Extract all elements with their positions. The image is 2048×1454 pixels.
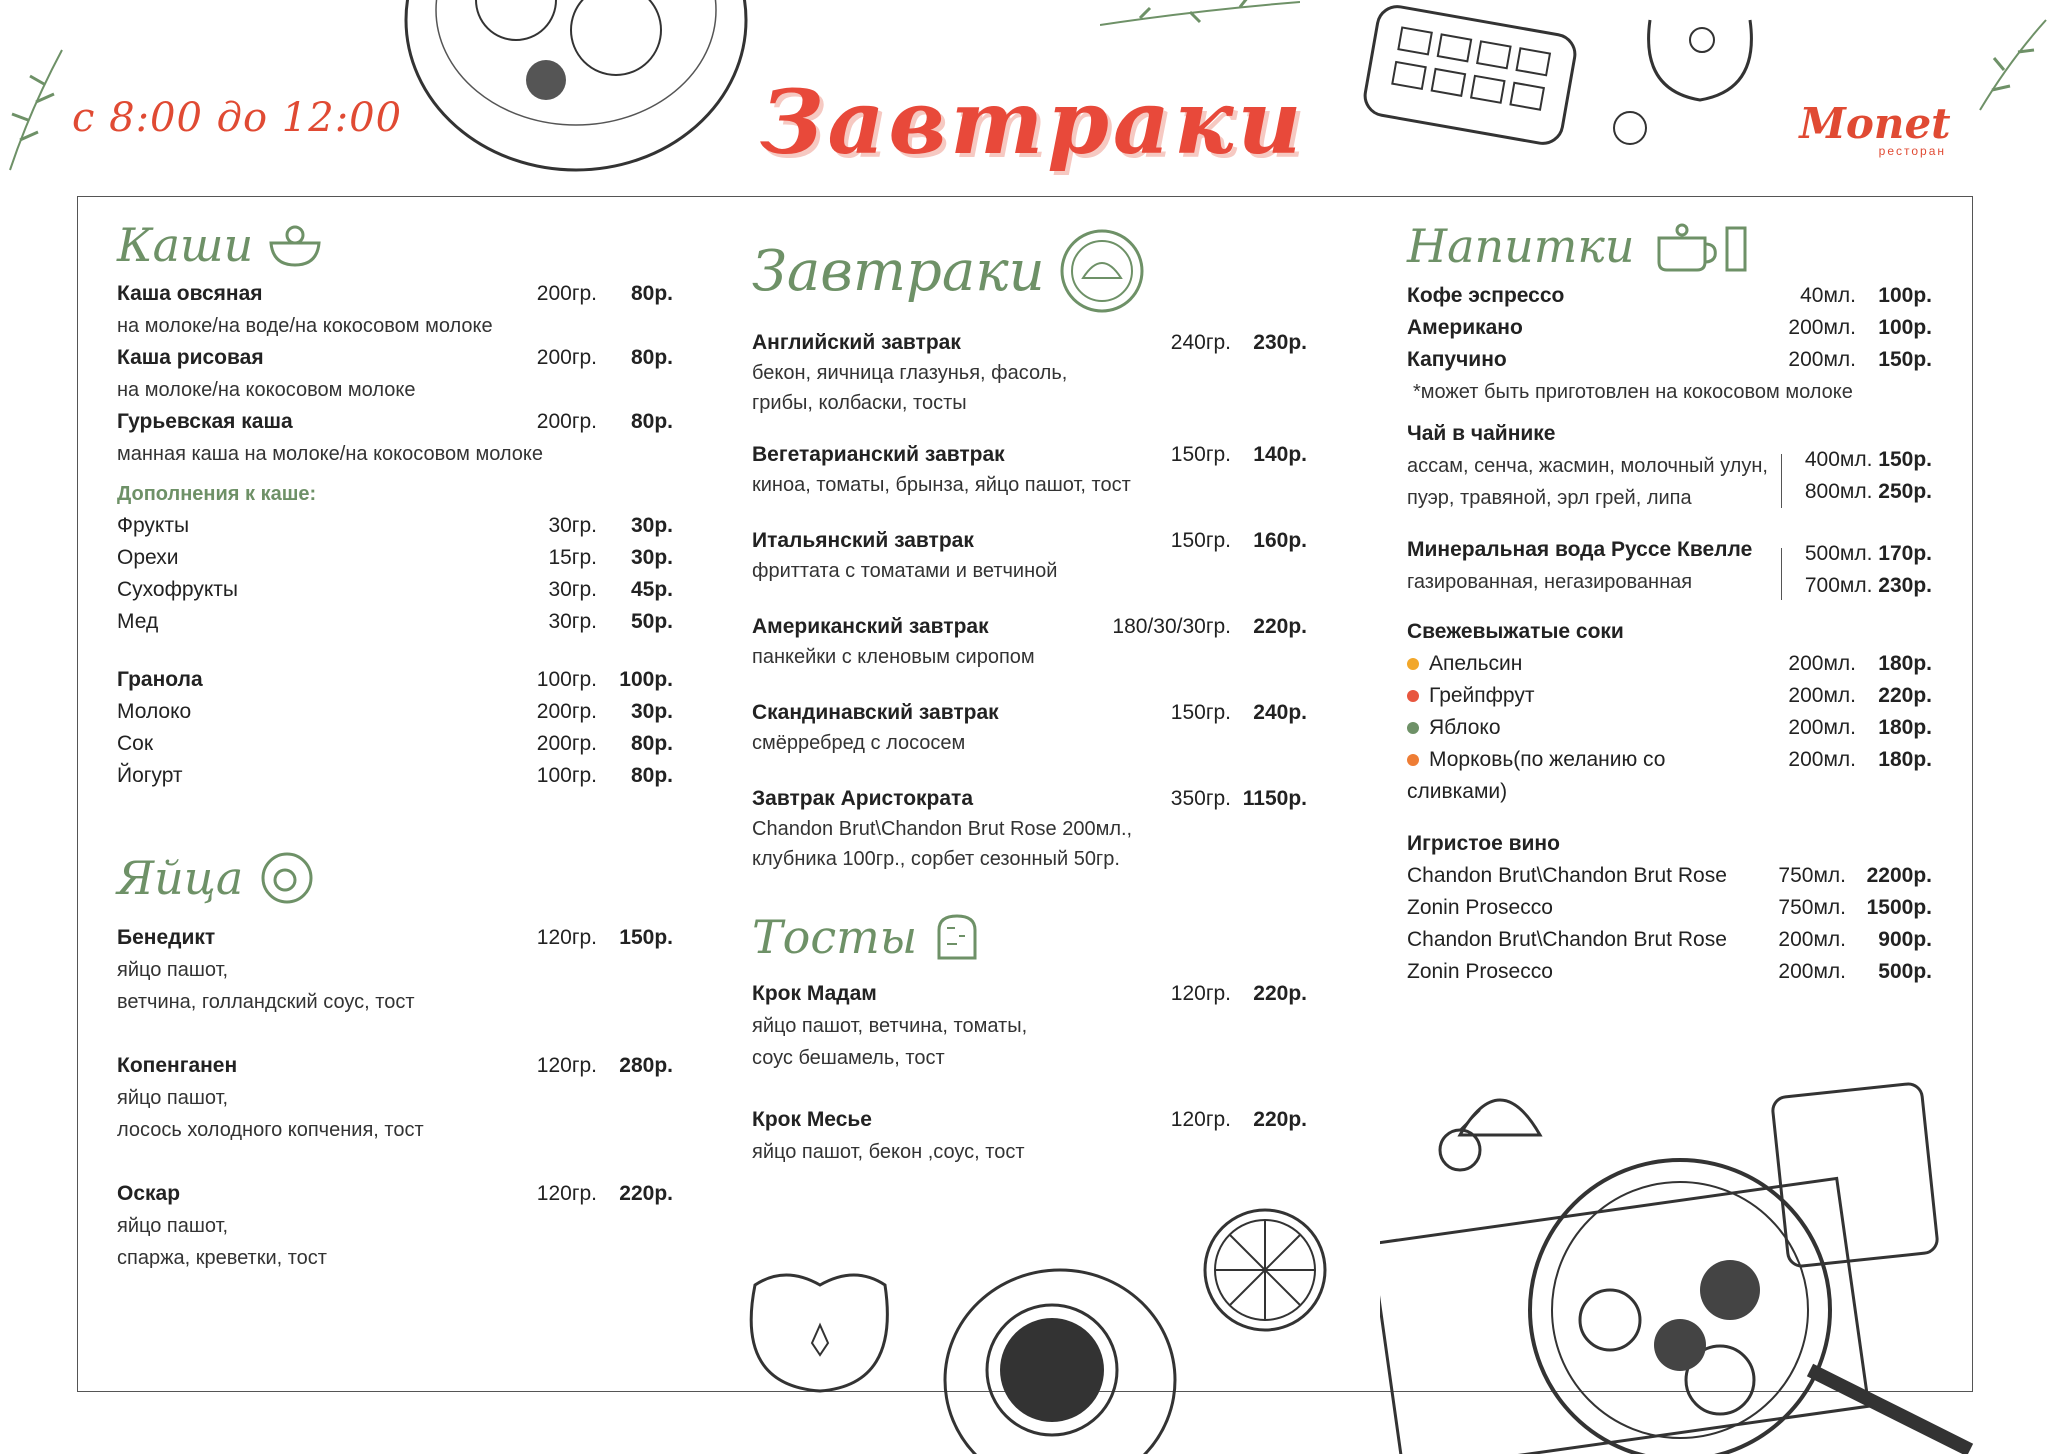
drinks-title: Напитки <box>1407 219 1635 273</box>
fruit-dot-icon <box>1407 658 1419 670</box>
menu-item-row <box>752 328 1307 358</box>
item-name: Крок Мадам <box>752 982 877 1005</box>
breakfast-dish <box>752 328 1307 418</box>
item-weight: 200мл. <box>1788 748 1856 771</box>
item-name: Молоко <box>117 700 192 723</box>
item-name-wrap <box>1407 744 1756 808</box>
menu-item-row <box>1407 344 1932 376</box>
teapot-icon <box>1649 218 1749 274</box>
item-price: 1500р. <box>1866 896 1932 919</box>
item-weight: 120гр. <box>1170 982 1231 1005</box>
item-weight: 120гр. <box>536 926 597 949</box>
egg-dish <box>117 1050 673 1146</box>
toast-dish <box>752 1104 1307 1168</box>
item-weight: 200гр. <box>536 346 597 369</box>
water-price: 230р. <box>1878 574 1932 597</box>
item-price: 280р. <box>619 1054 673 1077</box>
item-name: Английский завтрак <box>752 331 961 354</box>
item-weight: 15гр. <box>548 546 597 569</box>
menu-item-row <box>117 406 673 438</box>
menu-item-row <box>1407 280 1932 312</box>
tea-price: 150р. <box>1878 448 1932 471</box>
item-name: Мед <box>117 610 159 633</box>
item-description: фриттата с томатами и ветчиной <box>752 560 1058 582</box>
item-price: 80р. <box>630 732 673 755</box>
item-weight: 750мл. <box>1778 864 1846 887</box>
item-name: Капучино <box>1407 348 1507 371</box>
tea-desc: пуэр, травяной, эрл грей, липа <box>1407 487 1692 509</box>
menu-item-row <box>1407 744 1932 808</box>
tomato-slice-illustration <box>1455 1085 1545 1145</box>
water-name: Минеральная вода Руссе Квелле <box>1407 538 1753 561</box>
fruit-dot-icon <box>1407 722 1419 734</box>
item-description: соус бешамель, тост <box>752 1047 945 1069</box>
apple-illustration <box>1630 0 1770 110</box>
tea-volume: 800мл. <box>1804 480 1873 503</box>
water-desc: газированная, негазированная <box>1407 571 1693 593</box>
item-name: Орехи <box>117 546 179 569</box>
item-name: Zonin Prosecco <box>1407 896 1553 919</box>
item-name: Каша рисовая <box>117 346 264 369</box>
item-weight: 40мл. <box>1800 284 1856 307</box>
item-weight: 30гр. <box>548 514 597 537</box>
item-name: Фрукты <box>117 514 190 537</box>
breakfast-dish <box>752 440 1307 500</box>
menu-item-row <box>752 978 1307 1010</box>
item-price: 100р. <box>1878 284 1932 307</box>
menu-item-row <box>1407 924 1932 956</box>
item-weight: 240гр. <box>1170 331 1231 354</box>
item-description: яйцо пашот, ветчина, томаты, <box>752 1015 1028 1037</box>
tea-details <box>1407 450 1932 514</box>
addons-list <box>117 510 673 638</box>
fruit-bowl-illustration <box>396 0 756 180</box>
menu-item-row <box>1407 956 1932 988</box>
item-price: 80р. <box>630 346 673 369</box>
menu-item-row <box>117 510 673 542</box>
section-title-toasts <box>752 910 1307 964</box>
item-weight: 200мл. <box>1788 348 1856 371</box>
menu-item-row <box>117 728 673 760</box>
item-price: 150р. <box>619 926 673 949</box>
menu-item-row <box>117 696 673 728</box>
item-price: 150р. <box>1878 348 1932 371</box>
item-description: спаржа, креветки, тост <box>117 1247 327 1269</box>
item-weight: 200мл. <box>1788 316 1856 339</box>
item-price: 220р. <box>619 1182 673 1205</box>
item-name: Йогурт <box>117 764 183 787</box>
item-name: Chandon Brut\Chandon Brut Rose <box>1407 864 1727 887</box>
item-name: Сок <box>117 732 154 755</box>
item-name-wrap <box>1407 648 1756 680</box>
apple-half-illustration <box>735 1255 905 1395</box>
breakfast-dish <box>752 784 1307 874</box>
item-weight: 200мл. <box>1788 716 1856 739</box>
item-weight: 120гр. <box>1170 1108 1231 1131</box>
page-title: Завтраки <box>760 70 1306 174</box>
item-weight: 30гр. <box>548 610 597 633</box>
item-name: Копенганен <box>117 1054 238 1077</box>
item-weight: 200гр. <box>536 410 597 433</box>
column-right <box>1407 218 1932 988</box>
menu-item-row <box>1407 712 1932 744</box>
item-description: яйцо пашот, <box>117 959 229 981</box>
item-price: 80р. <box>630 410 673 433</box>
eggs-list <box>117 922 673 1274</box>
item-weight: 200гр. <box>536 700 597 723</box>
item-price: 160р. <box>1253 529 1307 552</box>
item-price: 80р. <box>630 764 673 787</box>
item-name: Гранола <box>117 668 203 691</box>
tea-name: Чай в чайнике <box>1407 422 1556 445</box>
item-price: 180р. <box>1878 716 1932 739</box>
menu-item-row <box>1407 680 1932 712</box>
item-name: Крок Месье <box>752 1108 872 1131</box>
breakfast-dish <box>752 612 1307 672</box>
item-description: бекон, яичница глазунья, фасоль, <box>752 362 1068 384</box>
menu-item-row <box>1407 860 1932 892</box>
item-name: Морковь(по желанию со сливками) <box>1407 748 1666 803</box>
item-name: Американский завтрак <box>752 615 989 638</box>
fruit-dot-icon <box>1407 690 1419 702</box>
menu-item-row <box>1407 312 1932 344</box>
item-weight: 150гр. <box>1170 529 1231 552</box>
fruit-dot-icon <box>1407 754 1419 766</box>
menu-item-row <box>117 278 673 310</box>
item-name: Апельсин <box>1429 652 1523 675</box>
item-weight: 150гр. <box>1170 701 1231 724</box>
water-volume: 700мл. <box>1804 574 1873 597</box>
plate-icon <box>1059 228 1145 314</box>
item-name: Американо <box>1407 316 1523 339</box>
item-weight: 120гр. <box>536 1182 597 1205</box>
coffee-cup-illustration <box>940 1260 1180 1454</box>
item-price: 230р. <box>1253 331 1307 354</box>
item-name: Бенедикт <box>117 926 216 949</box>
menu-item-row <box>1407 648 1932 680</box>
item-weight: 100гр. <box>536 764 597 787</box>
porridge-list <box>117 278 673 470</box>
item-description: манная каша на молоке/на кокосовом молоке <box>117 443 543 465</box>
herb-sprig-illustration <box>1100 0 1300 40</box>
item-weight: 200мл. <box>1788 652 1856 675</box>
item-description: яйцо пашот, бекон ,соус, тост <box>752 1141 1025 1163</box>
menu-item-row <box>117 606 673 638</box>
logo-subtitle: ресторан <box>1878 144 1946 158</box>
menu-item-row <box>117 342 673 374</box>
item-name: Chandon Brut\Chandon Brut Rose <box>1407 928 1727 951</box>
menu-item-row <box>117 574 673 606</box>
opening-hours: с 8:00 до 12:00 <box>72 95 403 141</box>
menu-item-row <box>117 1050 673 1082</box>
juices-list <box>1407 648 1932 808</box>
item-name: Гурьевская каша <box>117 410 293 433</box>
item-description: ветчина, голландский соус, тост <box>117 991 415 1013</box>
breakfast-dish <box>752 698 1307 758</box>
item-price: 140р. <box>1253 443 1307 466</box>
section-title-breakfasts <box>752 228 1307 314</box>
breakfast-dish <box>752 526 1307 586</box>
tea-volume: 400мл. <box>1804 448 1873 471</box>
toasts-title: Тосты <box>752 910 918 964</box>
item-weight: 100гр. <box>536 668 597 691</box>
item-name: Завтрак Аристократа <box>752 787 974 810</box>
logo-name: Monet <box>1799 99 1951 148</box>
bubble-illustration <box>1610 108 1650 148</box>
wine-title: Игристое вино <box>1407 832 1560 855</box>
item-price: 180р. <box>1878 652 1932 675</box>
column-left <box>117 218 673 1306</box>
item-price: 220р. <box>1878 684 1932 707</box>
item-name: Каша овсяная <box>117 282 263 305</box>
egg-icon <box>257 848 317 908</box>
item-price: 100р. <box>1878 316 1932 339</box>
egg-dish <box>117 922 673 1018</box>
item-description: на молоке/на воде/на кокосовом молоке <box>117 315 493 337</box>
egg-dish <box>117 1178 673 1274</box>
item-weight: 120гр. <box>536 1054 597 1077</box>
item-description: панкейки с кленовым сиропом <box>752 646 1035 668</box>
coffee-note: *может быть приготовлен на кокосовом молоке <box>1413 381 1853 403</box>
item-name-wrap <box>1407 680 1756 712</box>
item-price: 45р. <box>630 578 673 601</box>
toasts-list <box>752 978 1307 1168</box>
item-description: грибы, колбаски, тосты <box>752 392 967 414</box>
water-price: 170р. <box>1878 542 1932 565</box>
porridge-title: Каши <box>117 218 254 272</box>
item-weight: 180/30/30гр. <box>1112 615 1231 638</box>
item-price: 240р. <box>1253 701 1307 724</box>
lemon-slice-illustration <box>1200 1205 1330 1335</box>
item-description: лосось холодного копчения, тост <box>117 1119 424 1141</box>
herb-sprig-illustration <box>0 40 70 180</box>
menu-item-row <box>117 664 673 696</box>
column-middle <box>752 228 1307 1198</box>
menu-item-row <box>752 784 1307 814</box>
granola-list <box>117 664 673 792</box>
section-title-porridge <box>117 218 673 272</box>
menu-item-row <box>117 922 673 954</box>
menu-item-row <box>117 760 673 792</box>
item-price: 30р. <box>630 546 673 569</box>
item-price: 180р. <box>1878 748 1932 771</box>
tea-price: 250р. <box>1878 480 1932 503</box>
item-price: 220р. <box>1253 615 1307 638</box>
item-name: Яблоко <box>1429 716 1501 739</box>
section-title-drinks <box>1407 218 1932 274</box>
item-name: Кофе эспрессо <box>1407 284 1565 307</box>
water-details <box>1407 534 1932 600</box>
menu-item-row <box>117 1178 673 1210</box>
waffles-illustration <box>1340 0 1610 160</box>
item-weight: 200мл. <box>1778 960 1846 983</box>
menu-item-row <box>752 1104 1307 1136</box>
coffee-list <box>1407 280 1932 376</box>
wine-list <box>1407 860 1932 988</box>
toast-dish <box>752 978 1307 1074</box>
toast-icon <box>931 912 983 962</box>
item-name: Вегетарианский завтрак <box>752 443 1005 466</box>
item-price: 30р. <box>630 514 673 537</box>
juices-title: Свежевыжатые соки <box>1407 620 1624 643</box>
item-price: 500р. <box>1878 960 1932 983</box>
item-weight: 350гр. <box>1170 787 1231 810</box>
menu-item-row <box>752 526 1307 556</box>
item-price: 900р. <box>1878 928 1932 951</box>
restaurant-logo <box>1790 99 1960 158</box>
item-weight: 750мл. <box>1778 896 1846 919</box>
menu-item-row <box>117 542 673 574</box>
item-name: Сухофрукты <box>117 578 238 601</box>
menu-item-row <box>752 440 1307 470</box>
breakfasts-title: Завтраки <box>752 238 1045 304</box>
item-weight: 200гр. <box>536 282 597 305</box>
item-name: Оскар <box>117 1182 181 1205</box>
menu-item-row <box>752 698 1307 728</box>
item-description: киноа, томаты, брынза, яйцо пашот, тост <box>752 474 1131 496</box>
item-price: 50р. <box>630 610 673 633</box>
item-price: 1150р. <box>1242 787 1307 810</box>
item-description: Chandon Brut\Chandon Brut Rose 200мл., <box>752 818 1133 840</box>
item-price: 2200р. <box>1866 864 1932 887</box>
item-description: на молоке/на кокосовом молоке <box>117 379 416 401</box>
item-weight: 200мл. <box>1778 928 1846 951</box>
item-price: 220р. <box>1253 1108 1307 1131</box>
item-description: яйцо пашот, <box>117 1215 229 1237</box>
item-price: 30р. <box>630 700 673 723</box>
item-name: Итальянский завтрак <box>752 529 974 552</box>
water-volume: 500мл. <box>1804 542 1873 565</box>
item-weight: 200гр. <box>536 732 597 755</box>
item-name: Грейпфрут <box>1429 684 1535 707</box>
bowl-icon <box>267 221 323 269</box>
menu-item-row <box>752 612 1307 642</box>
herb-sprig-illustration <box>1970 10 2048 120</box>
addons-title: Дополнения к каше: <box>117 483 317 505</box>
breakfasts-list <box>752 328 1307 874</box>
item-weight: 150гр. <box>1170 443 1231 466</box>
menu-item-row <box>1407 892 1932 924</box>
item-weight: 200мл. <box>1788 684 1856 707</box>
item-weight: 30гр. <box>548 578 597 601</box>
item-name-wrap <box>1407 712 1756 744</box>
section-title-eggs <box>117 848 673 908</box>
item-description: клубника 100гр., сорбет сезонный 50гр. <box>752 848 1120 870</box>
tea-desc: ассам, сенча, жасмин, молочный улун, <box>1407 455 1768 477</box>
item-price: 100р. <box>619 668 673 691</box>
item-price: 80р. <box>630 282 673 305</box>
item-description: смёрребред с лососем <box>752 732 966 754</box>
item-name: Zonin Prosecco <box>1407 960 1553 983</box>
item-name: Скандинавский завтрак <box>752 701 999 724</box>
item-price: 220р. <box>1253 982 1307 1005</box>
eggs-title: Яйца <box>117 851 244 905</box>
item-description: яйцо пашот, <box>117 1087 229 1109</box>
